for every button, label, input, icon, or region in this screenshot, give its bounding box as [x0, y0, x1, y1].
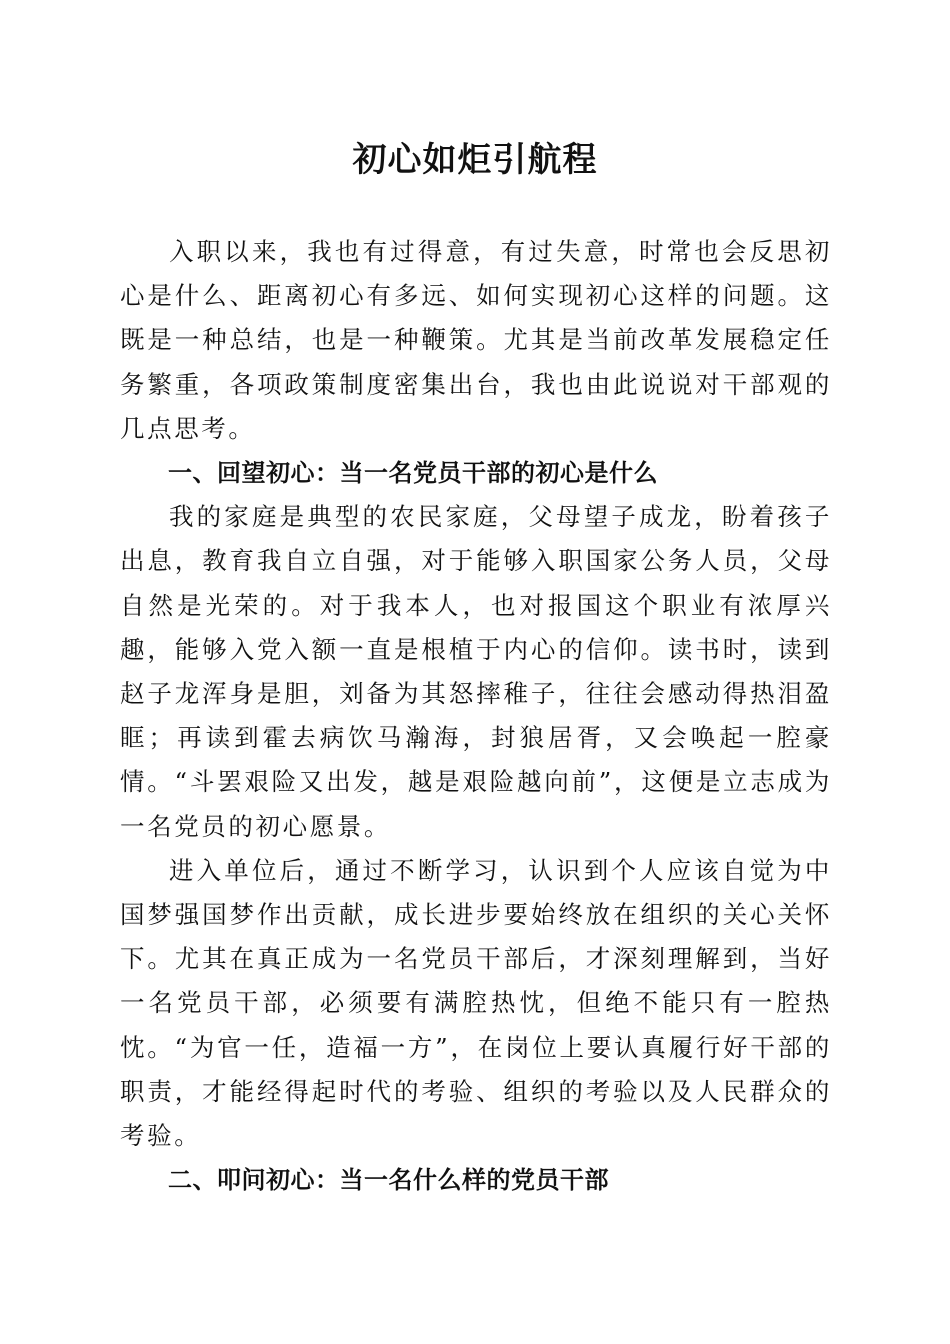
document-title: 初心如炬引航程	[352, 140, 598, 180]
section-1-paragraph-1: 我的家庭是典型的农民家庭，父母望子成龙，盼着孩子出息，教育我自立自强，对于能够入职国家公务人员，父母自然是光荣的。对于我本人，也对报国这个职业有浓厚兴趣，能够入党入额一直是根植于内心的信仰。读书时，读到赵子龙浑身是胆，刘备为其怒摔稚子，往往会感动得热泪盈眶；再读到霍去病饮马瀚海，封狼居胥，又会唤起一腔豪情。“斗罢艰险又出发，越是艰险越向前”，这便是立志成为一名党员的初心愿景。	[120, 502, 832, 841]
section-1-heading: 一、回望初心：当一名党员干部的初心是什么	[168, 459, 658, 488]
document-body	[120, 230, 832, 1202]
section-2-heading: 二、叩问初心：当一名什么样的党员干部	[168, 1166, 609, 1195]
intro-paragraph: 入职以来，我也有过得意，有过失意，时常也会反思初心是什么、距离初心有多远、如何实现初心这样的问题。这既是一种总结，也是一种鞭策。尤其是当前改革发展稳定任务繁重，各项政策制度密集出台，我也由此说说对干部观的几点思考。	[120, 237, 832, 443]
section-1-paragraph-2: 进入单位后，通过不断学习，认识到个人应该自觉为中国梦强国梦作出贡献，成长进步要始终放在组织的关心关怀下。尤其在真正成为一名党员干部后，才深刻理解到，当好一名党员干部，必须要有满腔热忱，但绝不能只有一腔热忱。“为官一任，造福一方”，在岗位上要认真履行好干部的职责，才能经得起时代的考验、组织的考验以及人民群众的考验。	[120, 855, 832, 1151]
